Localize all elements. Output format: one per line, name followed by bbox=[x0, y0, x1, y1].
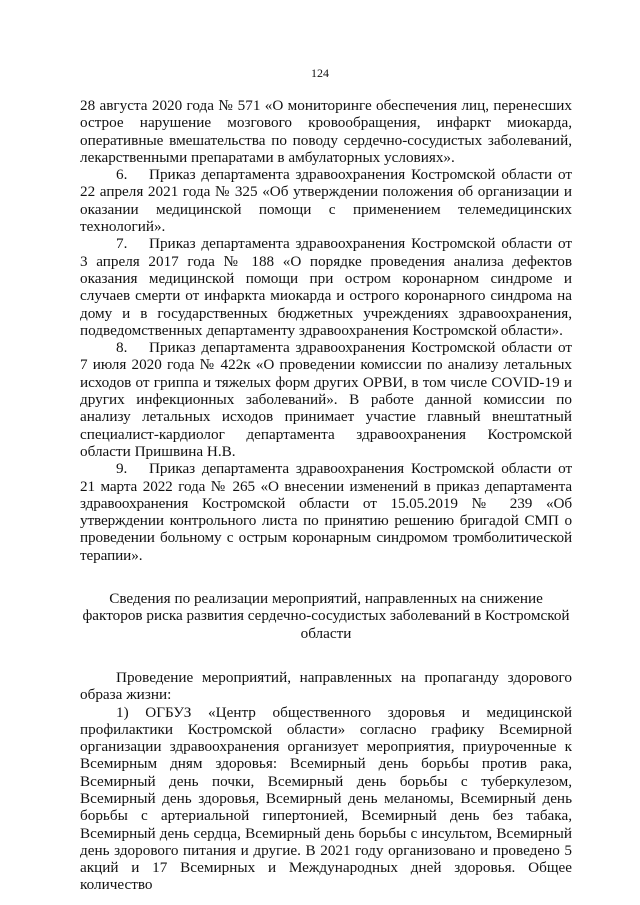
list-item-9 bbox=[80, 460, 572, 564]
section-heading: Сведения по реализации мероприятий, направленных на снижение факторов риска развития сердечно-сосудистых заболеваний в Костромской области bbox=[82, 590, 570, 642]
paragraph-intro: Проведение мероприятий, направленных на пропаганду здорового образа жизни: bbox=[80, 668, 572, 704]
list-number: 6. bbox=[116, 166, 128, 184]
list-number: 8. bbox=[116, 339, 128, 357]
list-item-text: Приказ департамента здравоохранения Костромской области от 3 апреля 2017 года № 188 «О порядке проведения анализа дефектов оказания медицинской помощи при остром коронарном синдроме и случаев смерти от инфаркта миокарда и острого коронарного синдрома на дому и в государственных бюджетных учреждениях здравоохранения, подведомственных департаменту здравоохранения Костромской области». bbox=[80, 235, 572, 339]
list-item-8 bbox=[80, 339, 572, 460]
list-number: 7. bbox=[116, 235, 128, 253]
list-item-text: Приказ департамента здравоохранения Костромской области от 7 июля 2020 года № 422к «О проведении комиссии по анализу летальных исходов от гриппа и тяжелых форм других ОРВИ, в том числе COVID-19 и других инфекционных заболеваний». В работе данной комиссии по анализу летальных исходов принимает участие главный внештатный специалист-кардиолог департамента здравоохранения Костромской области Пришвина Н.В. bbox=[80, 339, 572, 460]
paragraph-continuation: 28 августа 2020 года № 571 «О мониторинге обеспечения лиц, перенесших острое нарушение мозгового кровообращения, инфаркт миокарда, оперативные вмешательства по поводу сердечно-сосудистых заболеваний, лекарственными препаратами в амбулаторных условиях». bbox=[80, 97, 572, 166]
list-item-text: Приказ департамента здравоохранения Костромской области от 21 марта 2022 года № 265 «О внесении изменений в приказ департамента здравоохранения Костромской области от 15.05.2019 № 239 «Об утверждении контрольного листа по принятию решению бригадой СМП о проведении больному с острым коронарным синдромом тромболитической терапии». bbox=[80, 460, 572, 564]
page-number: 124 bbox=[311, 66, 329, 80]
paragraph-events: 1) ОГБУЗ «Центр общественного здоровья и медицинской профилактики Костромской области» согласно графику Всемирной организации здравоохранения организует мероприятия, приуроченные к Всемирным дням здоровья: Всемирный день борьбы против рака, Всемирный день почки, Всемирный день борьбы с туберкулезом, Всемирный день здоровья, Всемирный день меланомы, Всемирный день борьбы с артериальной гипертонией, Всемирный день без табака, Всемирный день сердца, Всемирный день борьбы с инсультом, Всемирный день здорового питания и другие. В 2021 году организовано и проведено 5 акций и 17 Всемирных и Международных дней здоровья. Общее количество bbox=[80, 703, 572, 894]
list-number: 9. bbox=[116, 460, 128, 478]
list-item-6 bbox=[80, 166, 572, 235]
list-item-7 bbox=[80, 235, 572, 339]
list-item-text: Приказ департамента здравоохранения Костромской области от 22 апреля 2021 года № 325 «Об утверждении положения об организации и оказании медицинской помощи с применением телемедицинских технологий». bbox=[80, 166, 572, 236]
document-body bbox=[80, 97, 572, 894]
